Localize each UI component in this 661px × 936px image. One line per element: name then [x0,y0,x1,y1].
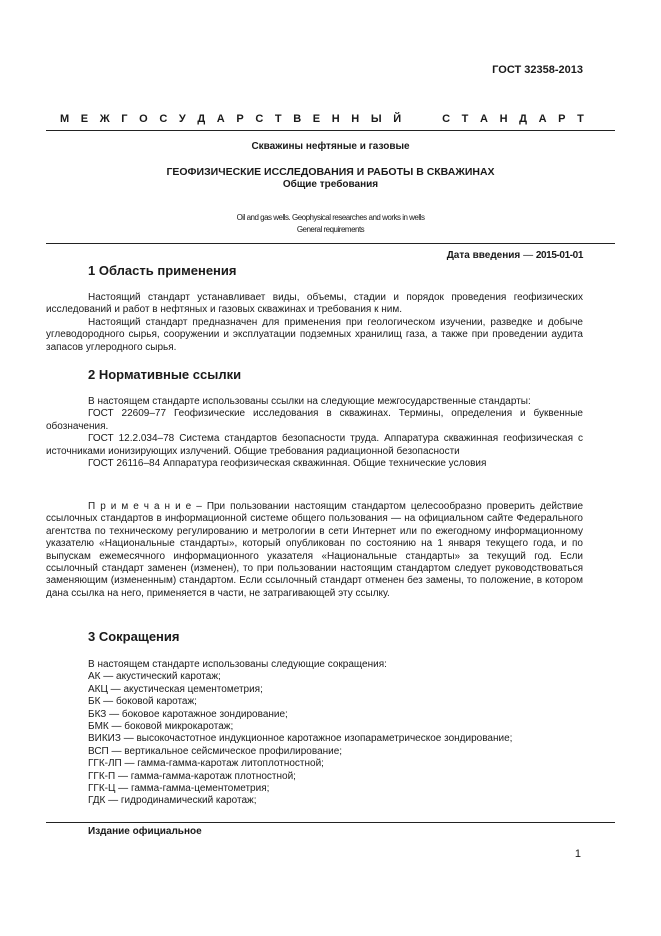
standard-type-letter: В [293,113,302,125]
list-item: БКЗ — боковое каротажное зондирование; [88,708,288,720]
standard-type-letter: Д [519,113,527,125]
title-main: ГЕОФИЗИЧЕСКИЕ ИССЛЕДОВАНИЯ И РАБОТЫ В СКВАЖИНАХ [166,166,495,178]
standard-type-letter: О [139,113,148,125]
standard-type-letter: Т [577,113,584,125]
standard-type-letter: Г [121,113,128,125]
list-item: БМК — боковой микрокаротаж; [88,721,234,733]
list-item: ГГК-П — гамма-гамма-каротаж плотностной; [88,770,296,782]
standard-type-letter: Т [461,113,469,125]
list-item: БК — боковой каротаж; [88,696,197,708]
list-item: ВСП — вертикальное сейсмическое профилирование; [88,745,343,757]
footer-rule [46,822,615,823]
note-text: – При пользовании настоящим стандартом целесообразно проверить действие ссылочных стандартов в информационной системе общего пользования — на официальном сайте Федерального агентства по техническому регулированию и метрологии в сети Интернет или по ежегодному информационному указателю «Национальные стандарты», который опубликован по состоянию на 1 января текущего года, и по выпускам ежемесячного информационного указателя «Национальные стандарты» за текущий год. Если ссылочный стандарт заменен (изменен), то при пользовании настоящим стандартом следует руководствоваться заменяющим (измененным) стандартом. Если ссылочный стандарт отменен без замены, то положение, в котором дана ссылка на него, применяется в части, не затрагивающей эту ссылку. [46,501,584,599]
section1-body [46,292,583,354]
standard-type-letter: Н [499,113,508,125]
title-english-sub: General requirements [296,225,365,234]
list-item: ГГК-ЛП — гамма-гамма-каротаж литоплотностной; [88,758,324,770]
list-item: ГГК-Ц — гамма-гамма-цементометрия; [88,783,270,795]
list-item: АК — акустический каротаж; [88,671,221,683]
list-item: ВИКИЗ — высокочастотное индукционное каротажное изопараметрическое зондирование; [88,733,513,745]
title-sub: Общие требования [282,179,379,190]
document-code: ГОСТ 32358-2013 [492,64,583,76]
standard-type-letter: А [216,113,225,125]
section2-paragraph-1: В настоящем стандарте использованы ссылки на следующие межгосударственные стандарты: [88,396,531,407]
abbreviations-list [88,659,588,808]
standard-type-letter: Е [312,113,321,125]
page-number: 1 [574,848,581,860]
standard-type-letter: М [60,113,70,125]
standard-type-gap [427,113,430,125]
section3-heading: 3 Сокращения [88,629,180,644]
standard-type-letter: Е [80,113,89,125]
reference-gost-12-2-034: ГОСТ 12.2.034–78 Система стандартов безопасности труда. Аппаратура скважинная геофизическая с источниками ионизирующих излучений. Общие требования радиационной безопасности [46,433,583,457]
title-english: Oil and gas wells. Geophysical researches and works in wells [236,213,425,222]
edition-label: Издание официальное [88,826,202,837]
standard-type-letter: С [255,113,264,125]
standard-type-letter: Т [274,113,282,125]
standard-type-letter: А [538,113,547,125]
standard-type-letter: Й [393,113,402,125]
standard-type-heading [60,113,584,125]
reference-gost-22609: ГОСТ 22609–77 Геофизические исследования в скважинах. Термины, определения и буквенные обозначения. [46,408,583,432]
section1-heading: 1 Область применения [88,263,237,278]
title-category: Скважины нефтяные и газовые [251,141,410,152]
standard-type-letter: Ы [370,113,382,125]
list-item: АКЦ — акустическая цементометрия; [88,683,263,695]
intro-date-value: 2015-01-01 [535,250,583,261]
standard-type-gap [413,113,416,125]
title-rule [46,243,615,244]
standard-type-letter: Д [197,113,206,125]
standard-type-letter: Ж [99,113,110,125]
section2-heading: 2 Нормативные ссылки [88,367,242,382]
standard-type-letter: У [178,113,186,125]
header-rule [46,130,615,131]
reference-gost-26116: ГОСТ 26116–84 Аппаратура геофизическая скважинная. Общие технические условия [88,458,487,470]
standard-type-letter: Н [351,113,360,125]
standard-type-letter: С [159,113,168,125]
intro-date-label: Дата введения [446,250,521,261]
section2-note [46,501,583,600]
standard-type-letter: С [442,113,451,125]
note-label: П р и м е ч а н и е [88,501,192,512]
standard-type-letter: Р [558,113,566,125]
standard-type-letter: А [480,113,488,125]
list-item: ГДК — гидродинамический каротаж; [88,795,257,807]
section1-paragraph-2: Настоящий стандарт предназначен для применения при геологическом изучении, разведке и добыче углеводородного сырья, сооружении и эксплуатации подземных хранилищ газа, а также при проведении аудита запасов углеродного сырья. [46,316,583,353]
intro-date [447,250,583,261]
standard-type-letter: Н [331,113,340,125]
standard-type-letter: Р [236,113,244,125]
section2-body [46,396,583,470]
section1-paragraph-1: Настоящий стандарт устанавливает виды, объемы, стадии и порядок проведения геофизических исследований и работ в нефтяных и газовых скважинах и требования к ним. [46,292,583,316]
abbreviations-intro: В настоящем стандарте использованы следующие сокращения: [88,659,387,670]
intro-date-dash: — [523,250,534,261]
